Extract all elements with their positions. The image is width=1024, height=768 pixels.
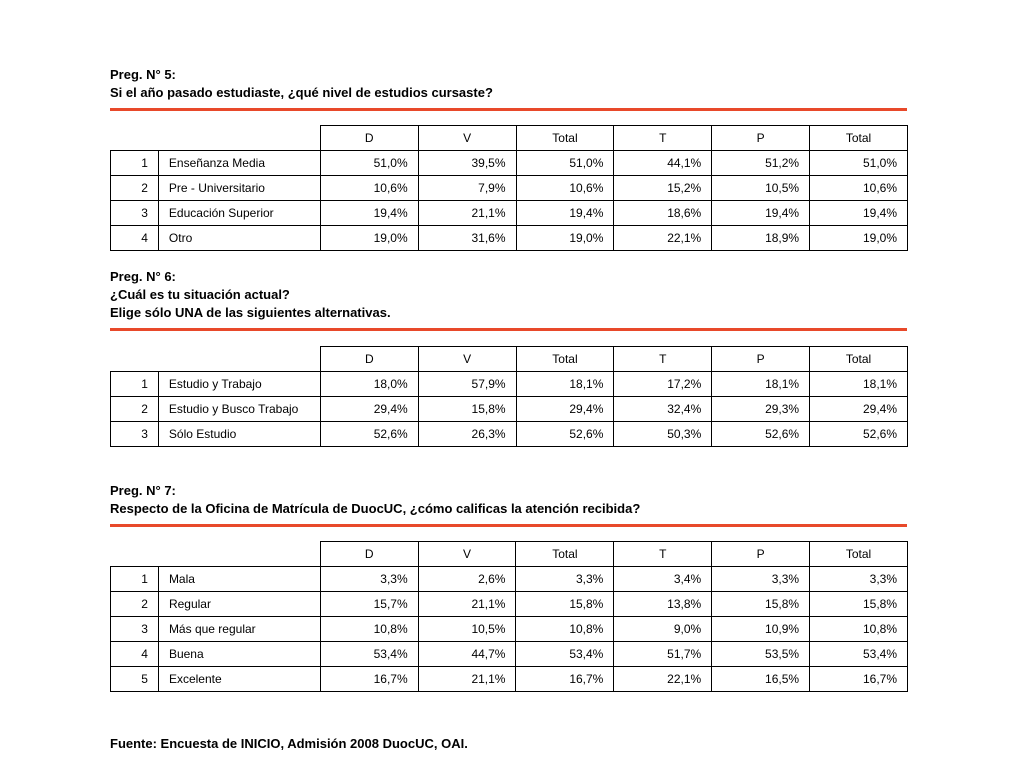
table-row (111, 422, 908, 447)
row-index: 4 (111, 226, 159, 251)
column-header: P (712, 347, 810, 372)
table-row (111, 617, 908, 642)
column-header: T (614, 126, 712, 151)
table-cell: 52,6% (320, 422, 418, 447)
question-7-divider (110, 524, 907, 527)
header-blank-cell (111, 542, 321, 567)
row-label: Estudio y Trabajo (158, 372, 320, 397)
column-header: Total (810, 542, 908, 567)
header-blank-cell (111, 347, 321, 372)
row-index: 2 (111, 176, 159, 201)
row-label: Buena (158, 642, 320, 667)
table-row (111, 592, 908, 617)
question-5-text: Si el año pasado estudiaste, ¿qué nivel de estudios cursaste? (110, 85, 493, 100)
table-cell: 18,6% (614, 201, 712, 226)
table-cell: 19,4% (516, 201, 614, 226)
table-cell: 53,4% (810, 642, 908, 667)
table-cell: 29,3% (712, 397, 810, 422)
table-cell: 3,4% (614, 567, 712, 592)
table-cell: 29,4% (320, 397, 418, 422)
question-7-table (110, 541, 908, 692)
table-cell: 15,8% (712, 592, 810, 617)
question-6-number: Preg. N° 6: (110, 269, 176, 284)
table-cell: 10,6% (516, 176, 614, 201)
table-cell: 10,5% (712, 176, 810, 201)
table-cell: 10,8% (320, 617, 418, 642)
table-cell: 19,4% (712, 201, 810, 226)
table-cell: 10,6% (320, 176, 418, 201)
table-row (111, 151, 908, 176)
question-6-table (110, 346, 908, 447)
question-5-number: Preg. N° 5: (110, 67, 176, 82)
question-7-section (110, 482, 908, 686)
column-header: T (614, 347, 712, 372)
table-cell: 57,9% (418, 372, 516, 397)
row-label: Educación Superior (158, 201, 320, 226)
table-cell: 32,4% (614, 397, 712, 422)
column-header: T (614, 542, 712, 567)
table-cell: 10,9% (712, 617, 810, 642)
table-cell: 22,1% (614, 667, 712, 692)
table-cell: 3,3% (320, 567, 418, 592)
column-header: Total (516, 126, 614, 151)
table-row (111, 567, 908, 592)
table-cell: 3,3% (712, 567, 810, 592)
table-cell: 18,1% (810, 372, 908, 397)
table-cell: 18,1% (712, 372, 810, 397)
question-7-number: Preg. N° 7: (110, 483, 176, 498)
table-cell: 29,4% (516, 397, 614, 422)
table-cell: 13,8% (614, 592, 712, 617)
table-cell: 16,5% (712, 667, 810, 692)
column-header: V (418, 542, 516, 567)
table-cell: 53,4% (516, 642, 614, 667)
table-cell: 53,5% (712, 642, 810, 667)
table-row (111, 176, 908, 201)
table-cell: 9,0% (614, 617, 712, 642)
row-index: 1 (111, 372, 159, 397)
table-cell: 18,1% (516, 372, 614, 397)
table-header-row (111, 542, 908, 567)
table-cell: 52,6% (810, 422, 908, 447)
table-cell: 21,1% (418, 201, 516, 226)
question-5-divider (110, 108, 907, 111)
question-5-section (110, 66, 908, 245)
table-header-row (111, 347, 908, 372)
row-index: 5 (111, 667, 159, 692)
column-header: P (712, 126, 810, 151)
table-cell: 2,6% (418, 567, 516, 592)
column-header: V (418, 126, 516, 151)
table-cell: 44,1% (614, 151, 712, 176)
table-cell: 53,4% (320, 642, 418, 667)
row-label: Estudio y Busco Trabajo (158, 397, 320, 422)
column-header: D (320, 542, 418, 567)
table-cell: 10,6% (810, 176, 908, 201)
source-footnote: Fuente: Encuesta de INICIO, Admisión 2008 DuocUC, OAI. (110, 736, 468, 751)
table-header-row (111, 126, 908, 151)
row-index: 3 (111, 201, 159, 226)
row-label: Más que regular (158, 617, 320, 642)
row-label: Enseñanza Media (158, 151, 320, 176)
question-6-section (110, 268, 908, 441)
table-cell: 52,6% (516, 422, 614, 447)
question-5-table (110, 125, 908, 251)
table-row (111, 667, 908, 692)
question-6-text: ¿Cuál es tu situación actual? (110, 287, 290, 302)
column-header: V (418, 347, 516, 372)
table-cell: 51,0% (516, 151, 614, 176)
table-cell: 29,4% (810, 397, 908, 422)
question-7-text: Respecto de la Oficina de Matrícula de DuocUC, ¿cómo calificas la atención recibida? (110, 501, 641, 516)
table-cell: 51,0% (810, 151, 908, 176)
row-label: Mala (158, 567, 320, 592)
table-cell: 15,7% (320, 592, 418, 617)
table-row (111, 201, 908, 226)
row-index: 4 (111, 642, 159, 667)
table-cell: 16,7% (320, 667, 418, 692)
row-label: Pre - Universitario (158, 176, 320, 201)
table-cell: 18,9% (712, 226, 810, 251)
table-row (111, 642, 908, 667)
table-cell: 39,5% (418, 151, 516, 176)
column-header: Total (810, 347, 908, 372)
column-header: D (320, 126, 418, 151)
column-header: Total (516, 347, 614, 372)
table-cell: 18,0% (320, 372, 418, 397)
header-blank-cell (111, 126, 321, 151)
row-label: Excelente (158, 667, 320, 692)
column-header: P (712, 542, 810, 567)
row-index: 1 (111, 151, 159, 176)
column-header: Total (810, 126, 908, 151)
table-cell: 21,1% (418, 592, 516, 617)
table-cell: 22,1% (614, 226, 712, 251)
table-cell: 17,2% (614, 372, 712, 397)
row-index: 1 (111, 567, 159, 592)
table-cell: 51,0% (320, 151, 418, 176)
table-row (111, 226, 908, 251)
table-cell: 19,0% (516, 226, 614, 251)
table-row (111, 372, 908, 397)
table-cell: 19,4% (320, 201, 418, 226)
table-cell: 21,1% (418, 667, 516, 692)
table-cell: 16,7% (810, 667, 908, 692)
table-cell: 19,4% (810, 201, 908, 226)
table-cell: 50,3% (614, 422, 712, 447)
row-index: 3 (111, 422, 159, 447)
row-label: Regular (158, 592, 320, 617)
row-index: 2 (111, 397, 159, 422)
table-cell: 19,0% (320, 226, 418, 251)
table-cell: 51,2% (712, 151, 810, 176)
row-index: 2 (111, 592, 159, 617)
table-cell: 31,6% (418, 226, 516, 251)
table-cell: 10,8% (516, 617, 614, 642)
table-cell: 51,7% (614, 642, 712, 667)
row-label: Otro (158, 226, 320, 251)
question-6-instruction: Elige sólo UNA de las siguientes alternativas. (110, 305, 391, 320)
row-index: 3 (111, 617, 159, 642)
table-cell: 15,8% (418, 397, 516, 422)
table-cell: 44,7% (418, 642, 516, 667)
table-cell: 15,8% (810, 592, 908, 617)
table-cell: 10,8% (810, 617, 908, 642)
table-cell: 26,3% (418, 422, 516, 447)
question-6-divider (110, 328, 907, 331)
table-cell: 15,8% (516, 592, 614, 617)
column-header: D (320, 347, 418, 372)
table-cell: 16,7% (516, 667, 614, 692)
table-cell: 19,0% (810, 226, 908, 251)
table-cell: 3,3% (516, 567, 614, 592)
table-cell: 52,6% (712, 422, 810, 447)
table-cell: 10,5% (418, 617, 516, 642)
table-row (111, 397, 908, 422)
row-label: Sólo Estudio (158, 422, 320, 447)
table-cell: 3,3% (810, 567, 908, 592)
column-header: Total (516, 542, 614, 567)
table-cell: 15,2% (614, 176, 712, 201)
table-cell: 7,9% (418, 176, 516, 201)
